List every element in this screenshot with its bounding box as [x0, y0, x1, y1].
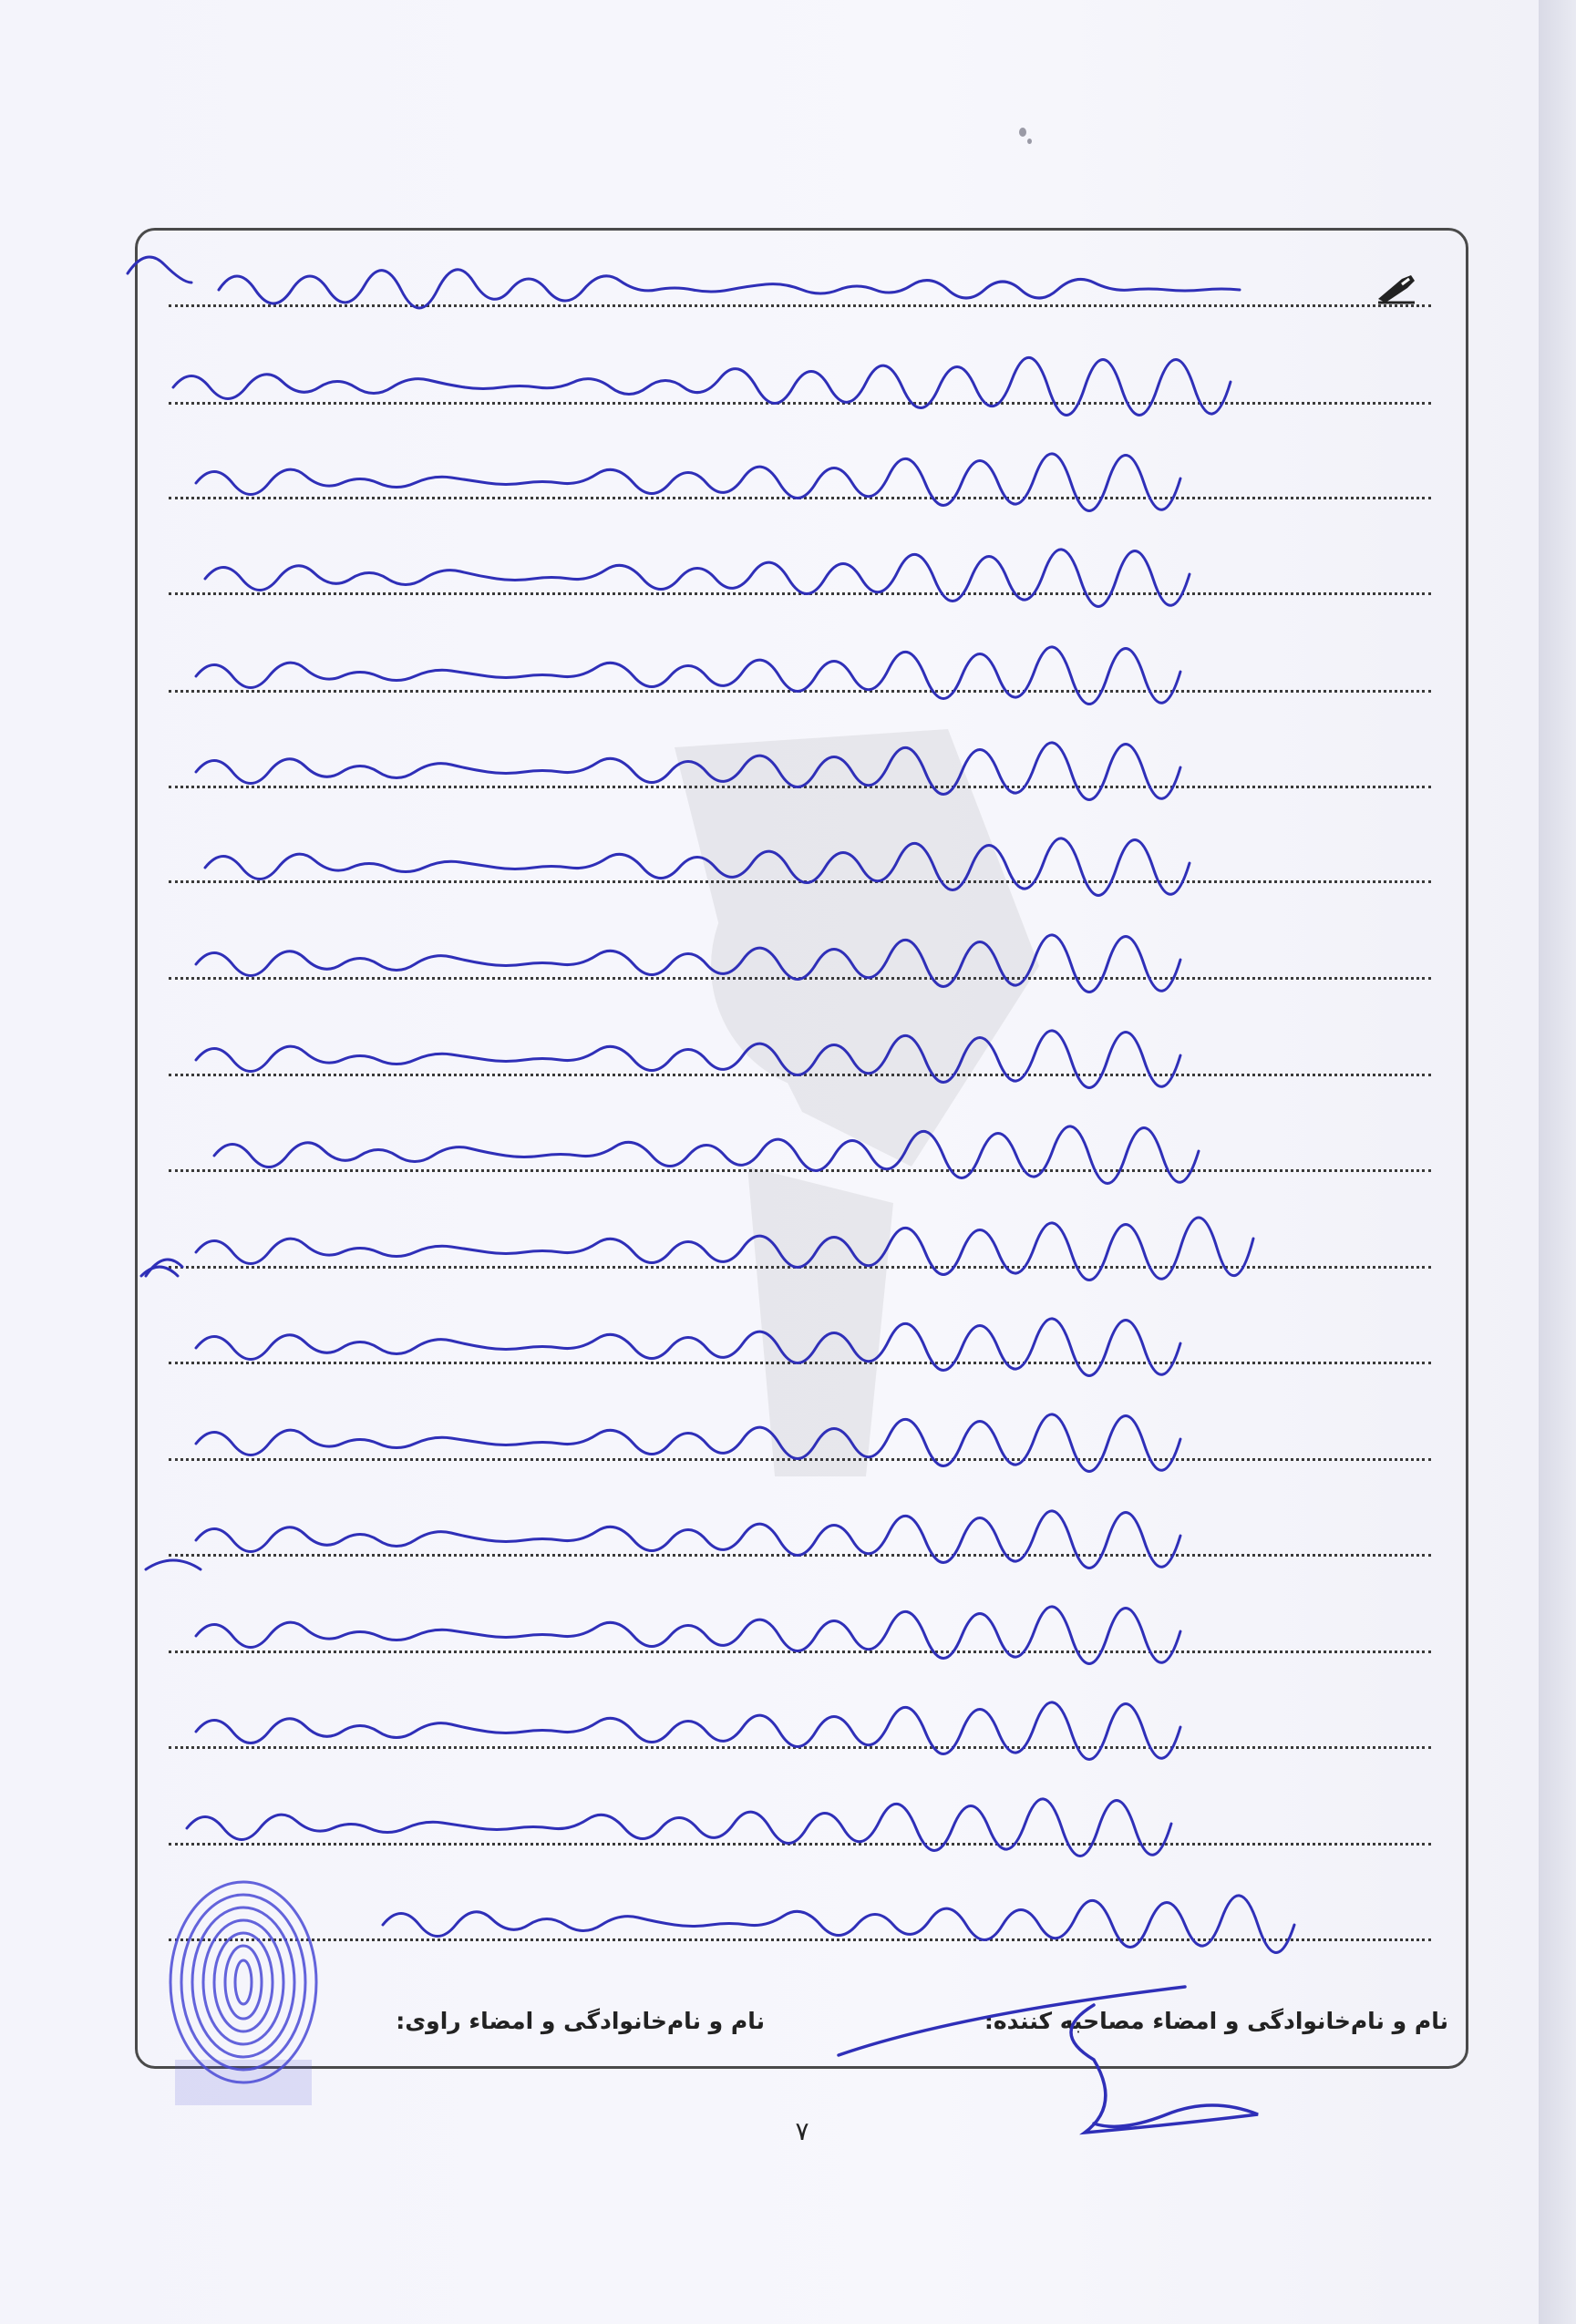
interviewer-signature-label: نام و نام‌خانوادگی و امضاء مصاحبه کننده:	[984, 2008, 1448, 2034]
handwritten-signature	[820, 1978, 1294, 2160]
fingerprint-mark	[157, 1868, 330, 2114]
page-number: ۷	[795, 2116, 809, 2146]
narrator-signature-label: نام و نام‌خانوادگی و امضاء راوی:	[396, 2008, 765, 2034]
